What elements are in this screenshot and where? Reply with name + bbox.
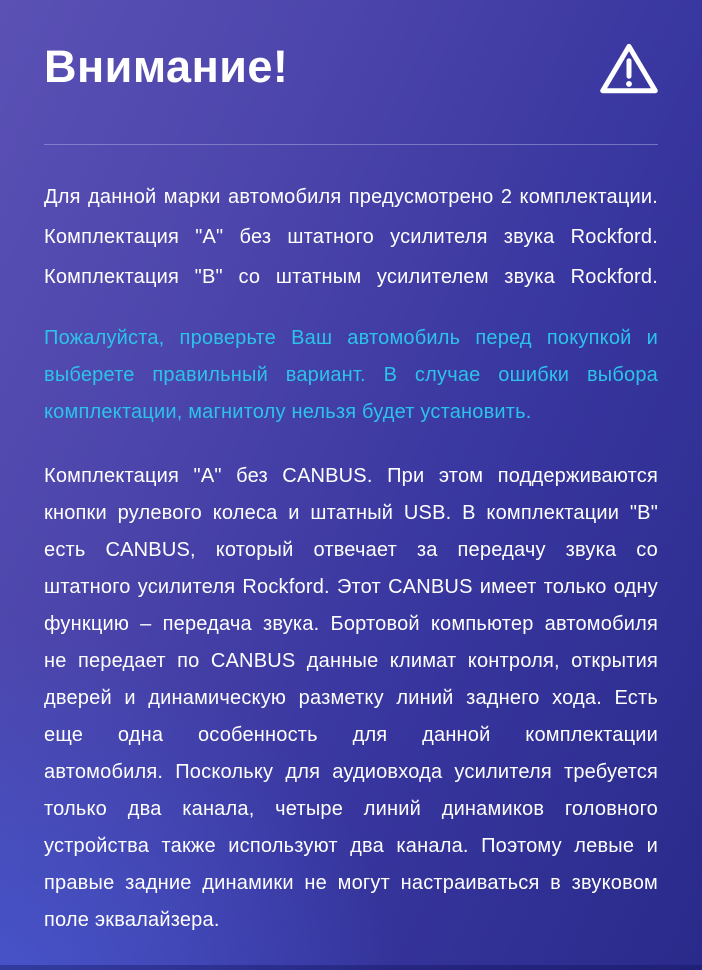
content — [0, 177, 702, 939]
text-line: есть CANBUS, который отвечает за передачу звука со — [44, 539, 658, 561]
text-line: функцию – передача звука. Бортовой компьютер автомобиля — [44, 613, 658, 635]
text-line: дверей и динамическую разметку линий заднего хода. Есть — [44, 687, 658, 709]
text-line: штатного усилителя Rockford. Этот CANBUS имеет только одну — [44, 576, 658, 598]
text-line: только два канала, четыре линий динамиков головного — [44, 798, 658, 820]
text-line: правые задние динамики не могут настраиваться в звуковом — [44, 872, 658, 894]
text-line: Комплектация "А" без CANBUS. При этом поддерживаются — [44, 465, 658, 487]
text-line: комплектации, магнитолу нельзя будет установить. — [44, 401, 532, 423]
paragraph-check-before-purchase — [44, 320, 658, 431]
page-title: Внимание! — [44, 41, 289, 92]
text-line: Для данной марки автомобиля предусмотрено 2 комплектации. — [44, 186, 658, 208]
text-line: выберете правильный вариант. В случае ошибки выбора — [44, 364, 658, 386]
text-line: устройства также используют два канала. Поэтому левые и — [44, 835, 658, 857]
paragraph-configurations — [44, 177, 658, 297]
text-line: Пожалуйста, проверьте Ваш автомобиль перед покупкой и — [44, 327, 658, 349]
warning-triangle-icon — [596, 40, 662, 98]
text-line: не передает по CANBUS данные климат контроля, открытия — [44, 650, 658, 672]
text-line: Комплектация "В" со штатным усилителем звука Rockford. — [44, 266, 658, 288]
text-line: Комплектация "А" без штатного усилителя звука Rockford. — [44, 226, 658, 248]
text-line: поле эквалайзера. — [44, 909, 220, 931]
text-line: еще одна особенность для данной комплектации — [44, 724, 658, 746]
text-line: кнопки рулевого колеса и штатный USB. В комплектации "В" — [44, 502, 658, 524]
paragraph-canbus-details — [44, 458, 658, 939]
header — [0, 0, 702, 98]
divider — [44, 144, 658, 145]
text-line: автомобиля. Поскольку для аудиовхода усилителя требуется — [44, 761, 658, 783]
